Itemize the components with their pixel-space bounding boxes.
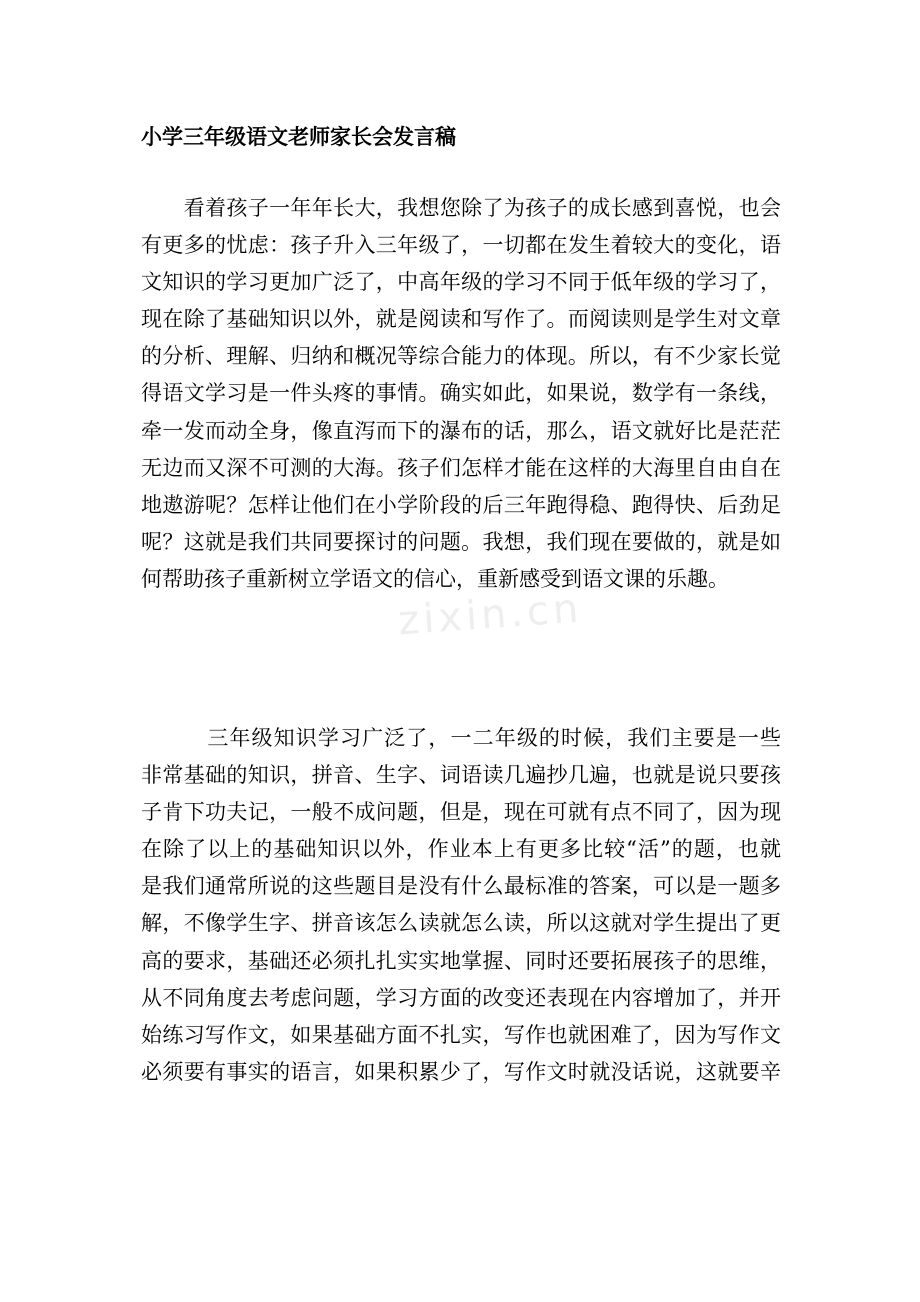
text-line: 解，不像学生字、拼音该怎么读就怎么读，所以这就对学生提出了更	[141, 911, 781, 936]
text-line: 始练习写作文，如果基础方面不扎实，写作也就困难了，因为写作文	[141, 1022, 781, 1047]
text-line: 地遨游呢？怎样让他们在小学阶段的后三年跑得稳、跑得快、后劲足	[141, 492, 781, 517]
text-line: 从不同角度去考虑问题，学习方面的改变还表现在内容增加了，并开	[141, 985, 781, 1010]
text-line: 是我们通常所说的这些题目是没有什么最标准的答案，可以是一题多	[141, 874, 781, 899]
watermark: zixin.cn	[396, 585, 584, 645]
text-line: 无边而又深不可测的大海。孩子们怎样才能在这样的大海里自由自在	[141, 455, 781, 480]
text-line: 三年级知识学习广泛了，一二年级的时候，我们主要是一些	[141, 726, 781, 750]
text-line: 看着孩子一年年长大，我想您除了为孩子的成长感到喜悦，也会	[141, 196, 781, 220]
text-line: 现在除了基础知识以外，就是阅读和写作了。而阅读则是学生对文章	[141, 307, 781, 332]
text-line: 得语文学习是一件头疼的事情。确实如此，如果说，数学有一条线，	[141, 381, 781, 406]
text-line: 何帮助孩子重新树立学语文的信心，重新感受到语文课的乐趣。	[141, 566, 729, 591]
text-line: 非常基础的知识，拼音、生字、词语读几遍抄几遍，也就是说只要孩	[141, 763, 781, 788]
text-line: 有更多的忧虑：孩子升入三年级了，一切都在发生着较大的变化，语	[141, 233, 781, 258]
text-line: 高的要求，基础还必须扎扎实实地掌握、同时还要拓展孩子的思维，	[141, 948, 781, 973]
text-line: 的分析、理解、归纳和概况等综合能力的体现。所以，有不少家长觉	[141, 344, 781, 369]
text-line: 必须要有事实的语言，如果积累少了，写作文时就没话说，这就要辛	[141, 1059, 781, 1084]
document-title: 小学三年级语文老师家长会发言稿	[141, 125, 456, 149]
text-line: 呢？这就是我们共同要探讨的问题。我想，我们现在要做的，就是如	[141, 529, 781, 554]
text-line: 在除了以上的基础知识以外，作业本上有更多比较“活”的题，也就	[141, 837, 781, 862]
paragraph-2	[141, 720, 781, 1091]
text-line: 子肯下功夫记，一般不成问题，但是，现在可就有点不同了，因为现	[141, 800, 781, 825]
text-line: 文知识的学习更加广泛了，中高年级的学习不同于低年级的学习了，	[141, 270, 781, 295]
text-line: 牵一发而动全身，像直泻而下的瀑布的话，那么，语文就好比是茫茫	[141, 418, 781, 443]
paragraph-1	[141, 190, 781, 598]
